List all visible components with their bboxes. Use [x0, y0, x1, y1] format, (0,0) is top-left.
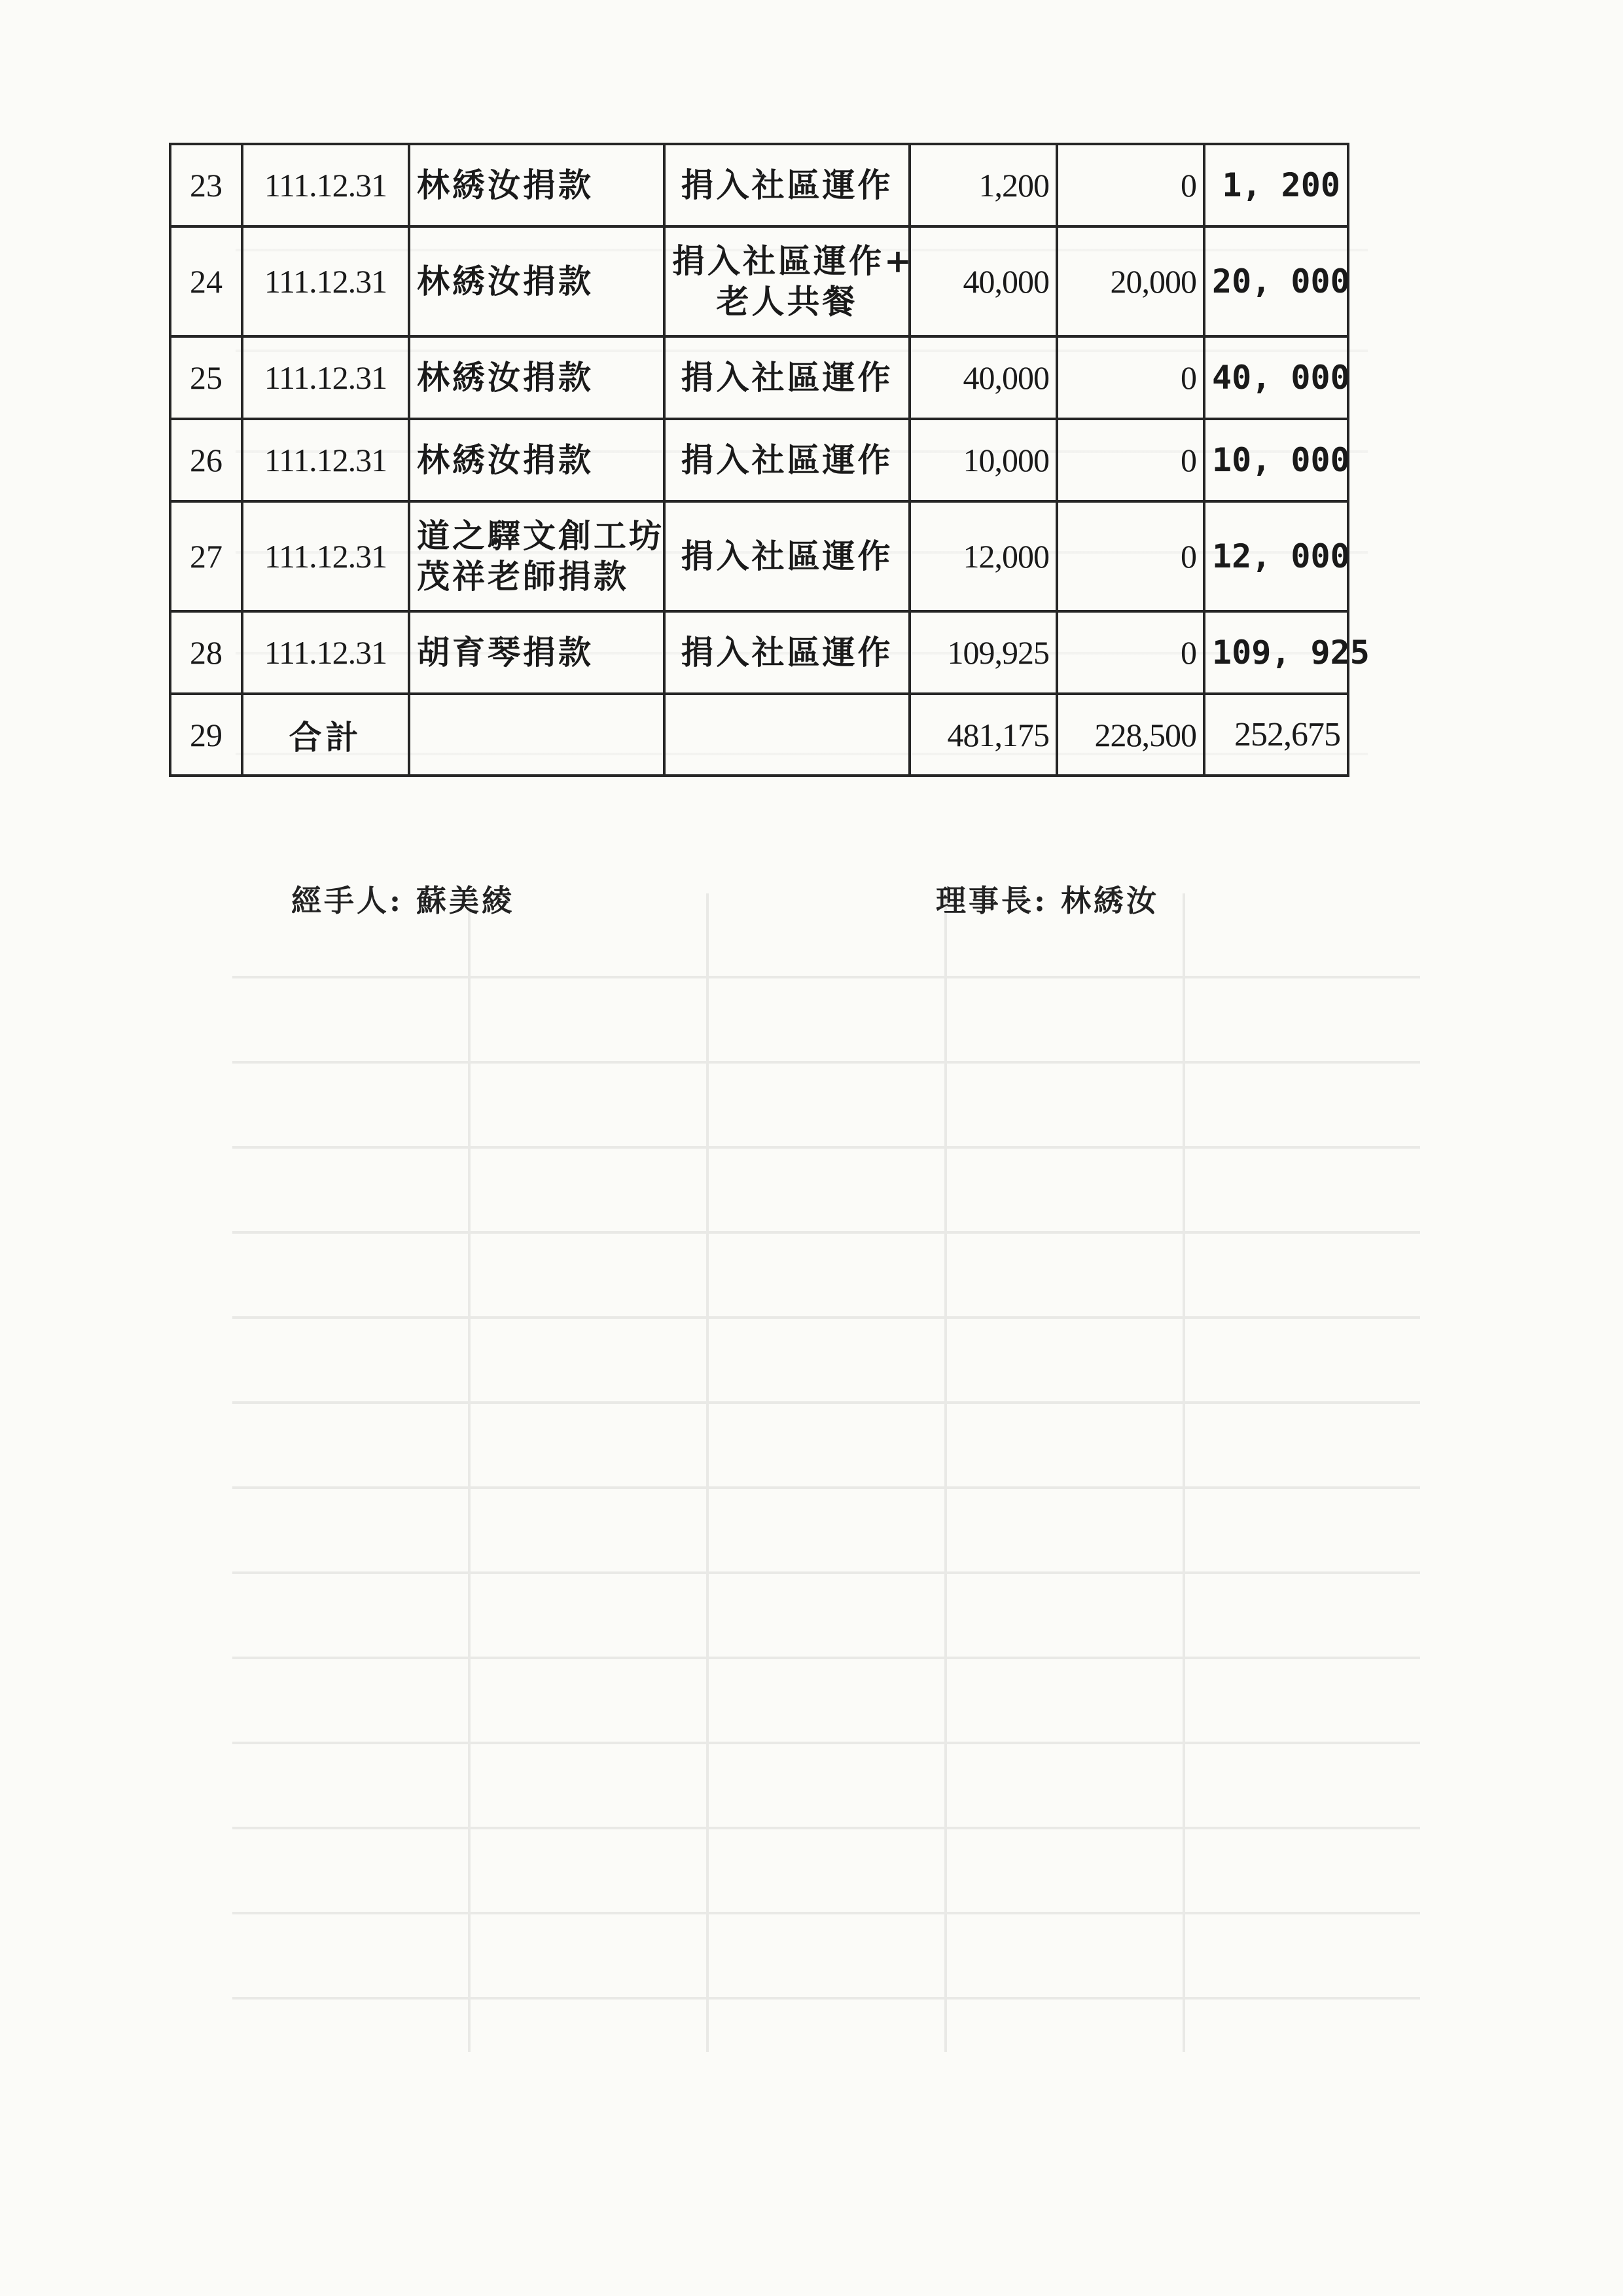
- row-expense: 0: [1057, 611, 1204, 694]
- row-balance: 20, 000: [1204, 226, 1348, 336]
- row-date: 111.12.31: [242, 611, 409, 694]
- row-balance: 109, 925: [1204, 611, 1348, 694]
- row-expense: 0: [1057, 419, 1204, 501]
- row-description-line: 林綉汝捐款: [417, 358, 594, 397]
- row-date: 111.12.31: [242, 501, 409, 611]
- table-row: [170, 611, 1348, 694]
- row-usage: [664, 336, 910, 419]
- row-number: 23: [170, 144, 242, 226]
- row-usage-line: 捐入社區運作: [681, 166, 893, 204]
- row-usage: [664, 226, 914, 336]
- row-usage-line: 老人共餐: [716, 282, 858, 321]
- total-label: 合計: [242, 694, 409, 776]
- row-balance: 1, 200: [1204, 144, 1348, 226]
- row-description: [409, 226, 664, 336]
- row-usage: [664, 419, 910, 501]
- row-number: 26: [170, 419, 242, 501]
- row-income: 12,000: [910, 501, 1057, 611]
- chairman-signature: 理事長: 林綉汝: [936, 883, 1159, 918]
- row-usage-line: 捐入社區運作+: [672, 242, 914, 280]
- total-expense: 228,500: [1057, 694, 1204, 776]
- donation-ledger-table: [169, 143, 1370, 777]
- row-usage-line: 捐入社區運作: [681, 358, 893, 397]
- row-description-line: 道之驛文創工坊: [417, 516, 664, 555]
- row-description: [409, 501, 664, 611]
- row-income: 40,000: [910, 226, 1057, 336]
- row-description: [409, 144, 664, 226]
- total-desc-empty: [409, 694, 664, 776]
- row-usage: [664, 501, 910, 611]
- row-income: 1,200: [910, 144, 1057, 226]
- row-balance: 40, 000: [1204, 336, 1348, 419]
- row-date: 111.12.31: [242, 226, 409, 336]
- row-number: 28: [170, 611, 242, 694]
- table-row: [170, 501, 1348, 611]
- row-usage-line: 捐入社區運作: [681, 440, 893, 479]
- row-usage: [664, 611, 910, 694]
- total-balance: 252,675: [1204, 694, 1348, 776]
- row-income: 40,000: [910, 336, 1057, 419]
- table-row: [170, 336, 1348, 419]
- row-description: [409, 419, 664, 501]
- row-date: 111.12.31: [242, 419, 409, 501]
- row-description-line: 茂祥老師捐款: [417, 557, 629, 596]
- row-description-line: 胡育琴捐款: [417, 633, 594, 672]
- total-use-empty: [664, 694, 910, 776]
- row-expense: 0: [1057, 501, 1204, 611]
- row-description: [409, 336, 664, 419]
- table-row: [170, 226, 1348, 336]
- row-usage: [664, 144, 910, 226]
- row-description-line: 林綉汝捐款: [417, 262, 594, 300]
- row-expense: 0: [1057, 336, 1204, 419]
- row-number: 25: [170, 336, 242, 419]
- table-row: [170, 144, 1348, 226]
- row-income: 10,000: [910, 419, 1057, 501]
- total-income: 481,175: [910, 694, 1057, 776]
- table-row: [170, 419, 1348, 501]
- row-description: [409, 611, 664, 694]
- total-row: [170, 694, 1348, 776]
- row-date: 111.12.31: [242, 336, 409, 419]
- reverse-side-show-through: [232, 893, 1420, 2052]
- total-no: 29: [170, 694, 242, 776]
- ledger-body: [170, 144, 1370, 776]
- row-balance: 10, 000: [1204, 419, 1348, 501]
- handler-signature: 經手人: 蘇美綾: [291, 883, 514, 918]
- row-income: 109,925: [910, 611, 1057, 694]
- row-date: 111.12.31: [242, 144, 409, 226]
- row-usage-line: 捐入社區運作: [681, 633, 893, 672]
- row-number: 24: [170, 226, 242, 336]
- row-expense: 0: [1057, 144, 1204, 226]
- row-description-line: 林綉汝捐款: [417, 440, 594, 479]
- row-balance: 12, 000: [1204, 501, 1348, 611]
- row-description-line: 林綉汝捐款: [417, 166, 594, 204]
- row-expense: 20,000: [1057, 226, 1204, 336]
- row-usage-line: 捐入社區運作: [681, 537, 893, 575]
- row-number: 27: [170, 501, 242, 611]
